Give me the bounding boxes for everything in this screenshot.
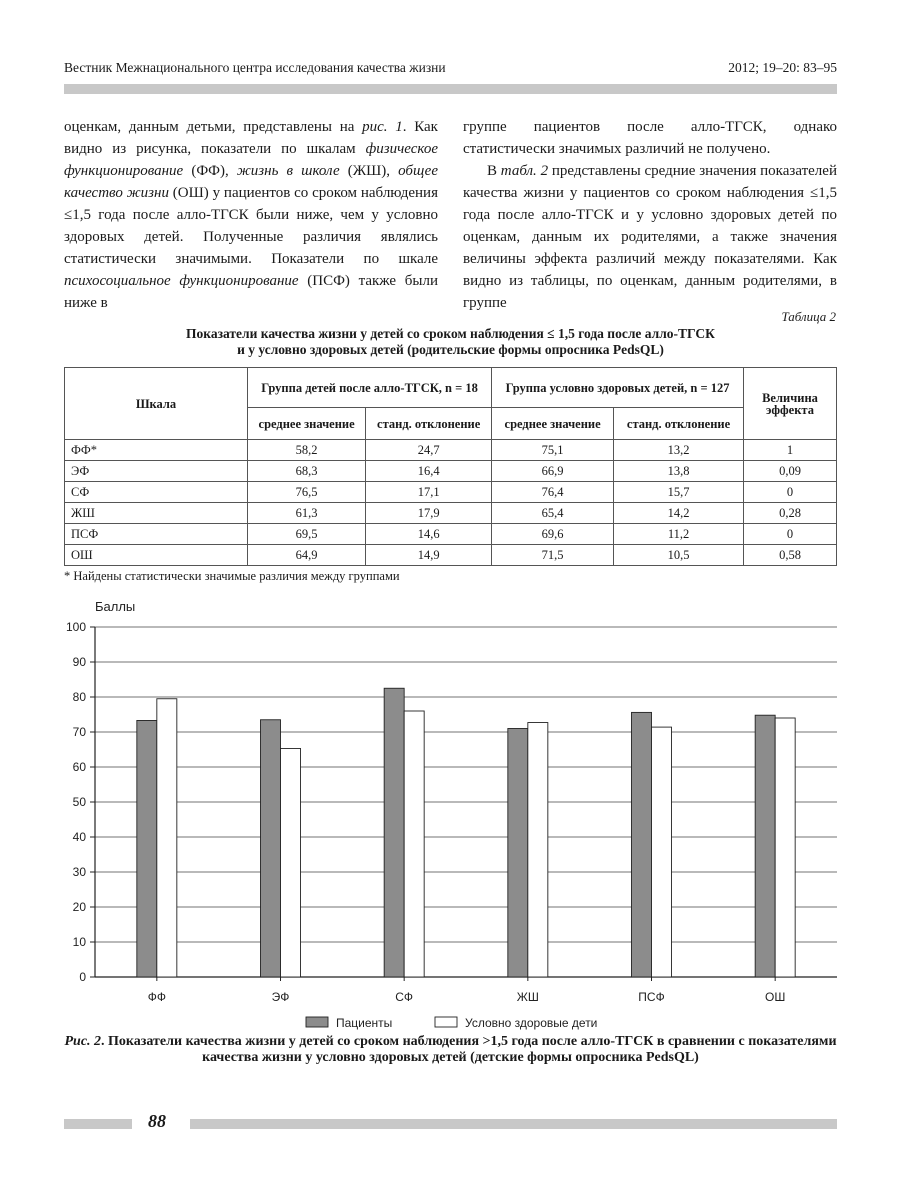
header-scale: Шкала xyxy=(65,368,248,440)
y-tick-label: 10 xyxy=(72,935,86,949)
y-tick-label: 0 xyxy=(79,970,86,984)
cell-sd: 15,7 xyxy=(614,482,744,503)
table-label: Таблица 2 xyxy=(781,309,836,324)
table-row xyxy=(65,482,837,503)
y-axis-label: Баллы xyxy=(95,599,136,614)
x-tick-label: ОШ xyxy=(764,990,786,1004)
y-tick-label: 30 xyxy=(72,865,86,879)
cell-scale: ЭФ xyxy=(65,461,248,482)
bar xyxy=(755,715,775,977)
bar xyxy=(528,723,548,977)
bar xyxy=(652,727,672,977)
cell-mean: 65,4 xyxy=(492,503,614,524)
cell-mean: 64,9 xyxy=(248,545,366,566)
y-tick-label: 80 xyxy=(72,690,86,704)
cell-sd: 17,9 xyxy=(366,503,492,524)
cell-sd: 13,2 xyxy=(614,440,744,461)
table-row xyxy=(65,524,837,545)
paragraph: В табл. 2 представлены средние значения показателей качества жизни у пациентов со сроком наблюдения ≤1,5 года после алло-ТГСК и у условно здоровых детей по оценкам, данным их родителями, а также значения величины эффекта различий между показателями. Как видно из таблицы, по оценкам, данным родителями, в группе xyxy=(463,163,837,311)
cell-sd: 14,2 xyxy=(614,503,744,524)
header-sd: станд. отклонение xyxy=(614,408,744,440)
cell-sd: 17,1 xyxy=(366,482,492,503)
bar xyxy=(632,712,652,977)
y-tick-label: 100 xyxy=(65,620,86,634)
header-rule xyxy=(64,84,837,94)
header-effect: Величина эффекта xyxy=(744,368,837,440)
cell-effect: 0,58 xyxy=(744,545,837,566)
citation: 2012; 19–20: 83–95 xyxy=(728,60,837,75)
cell-mean: 76,4 xyxy=(492,482,614,503)
legend-swatch xyxy=(435,1017,457,1027)
page-number: 88 xyxy=(148,1111,166,1131)
journal-title: Вестник Межнационального центра исследования качества жизни xyxy=(64,60,446,75)
table-row xyxy=(65,461,837,482)
cell-mean: 75,1 xyxy=(492,440,614,461)
table-row xyxy=(65,440,837,461)
bar xyxy=(281,748,301,977)
cell-mean: 76,5 xyxy=(248,482,366,503)
cell-scale: ЖШ xyxy=(65,503,248,524)
cell-mean: 61,3 xyxy=(248,503,366,524)
bar xyxy=(157,699,177,977)
bar xyxy=(508,729,528,978)
header-mean: среднее значение xyxy=(248,408,366,440)
cell-mean: 68,3 xyxy=(248,461,366,482)
bar xyxy=(775,718,795,977)
footer-rule-left xyxy=(64,1119,132,1129)
cell-scale: СФ xyxy=(65,482,248,503)
x-tick-label: ФФ xyxy=(147,990,166,1004)
results-table xyxy=(64,367,837,566)
header-group-healthy: Группа условно здоровых детей, n = 127 xyxy=(492,368,744,408)
bar-chart xyxy=(0,595,900,1035)
cell-mean: 69,6 xyxy=(492,524,614,545)
cell-sd: 16,4 xyxy=(366,461,492,482)
header-group-patients: Группа детей после алло-ТГСК, n = 18 xyxy=(248,368,492,408)
bar xyxy=(137,720,157,977)
cell-scale: ФФ* xyxy=(65,440,248,461)
table-row xyxy=(65,503,837,524)
footer-rule-right xyxy=(190,1119,837,1129)
cell-mean: 69,5 xyxy=(248,524,366,545)
cell-effect: 0,09 xyxy=(744,461,837,482)
header-mean: среднее значение xyxy=(492,408,614,440)
legend-swatch xyxy=(306,1017,328,1027)
x-tick-label: ПСФ xyxy=(638,990,665,1004)
y-tick-label: 40 xyxy=(72,830,86,844)
table-footnote: * Найдены статистически значимые различия между группами xyxy=(64,569,400,583)
cell-mean: 58,2 xyxy=(248,440,366,461)
x-tick-label: ЖШ xyxy=(516,990,539,1004)
cell-sd: 13,8 xyxy=(614,461,744,482)
table-title: Показатели качества жизни у детей со сроком наблюдения ≤ 1,5 года после алло-ТГСК и у условно здоровых детей (родительские формы опросника PedsQL) xyxy=(186,326,715,357)
cell-effect: 0,28 xyxy=(744,503,837,524)
x-tick-label: ЭФ xyxy=(271,990,290,1004)
x-tick-label: СФ xyxy=(395,990,414,1004)
legend-label: Условно здоровые дети xyxy=(465,1016,598,1030)
left-column xyxy=(64,116,438,314)
cell-sd: 14,6 xyxy=(366,524,492,545)
cell-sd: 14,9 xyxy=(366,545,492,566)
cell-scale: ПСФ xyxy=(65,524,248,545)
bar xyxy=(404,711,424,977)
cell-mean: 66,9 xyxy=(492,461,614,482)
cell-mean: 71,5 xyxy=(492,545,614,566)
cell-effect: 1 xyxy=(744,440,837,461)
y-tick-label: 20 xyxy=(72,900,86,914)
header-sd: станд. отклонение xyxy=(366,408,492,440)
cell-sd: 10,5 xyxy=(614,545,744,566)
paragraph: группе пациентов после алло-ТГСК, однако статистически значимых различий не получено. xyxy=(463,119,837,157)
figure-caption: Рис. 2. Показатели качества жизни у детей со сроком наблюдения >1,5 года после алло-ТГСК в сравнении с показателями качества жизни у условно здоровых детей (детские формы опросника PedsQL) xyxy=(64,1034,837,1065)
paragraph: оценкам, данным детьми, представлены на рис. 1. Как видно из рисунка, показатели по шкалам физическое функционирование (ФФ), жизнь в школе (ЖШ), общее качество жизни (ОШ) у пациентов со сроком наблюдения ≤1,5 года после алло-ТГСК были ниже, чем у условно здоровых детей. Полученные различия являлись статистически значимыми. Показатели по шкале психосоциальное функционирование (ПСФ) также были ниже в xyxy=(64,119,438,311)
y-tick-label: 50 xyxy=(72,795,86,809)
bar xyxy=(384,688,404,977)
y-tick-label: 70 xyxy=(72,725,86,739)
bar xyxy=(261,720,281,977)
legend-label: Пациенты xyxy=(336,1016,393,1030)
y-tick-label: 60 xyxy=(72,760,86,774)
right-column xyxy=(463,116,837,314)
cell-effect: 0 xyxy=(744,524,837,545)
table-row xyxy=(65,545,837,566)
cell-scale: ОШ xyxy=(65,545,248,566)
cell-sd: 11,2 xyxy=(614,524,744,545)
cell-effect: 0 xyxy=(744,482,837,503)
y-tick-label: 90 xyxy=(72,655,86,669)
cell-sd: 24,7 xyxy=(366,440,492,461)
